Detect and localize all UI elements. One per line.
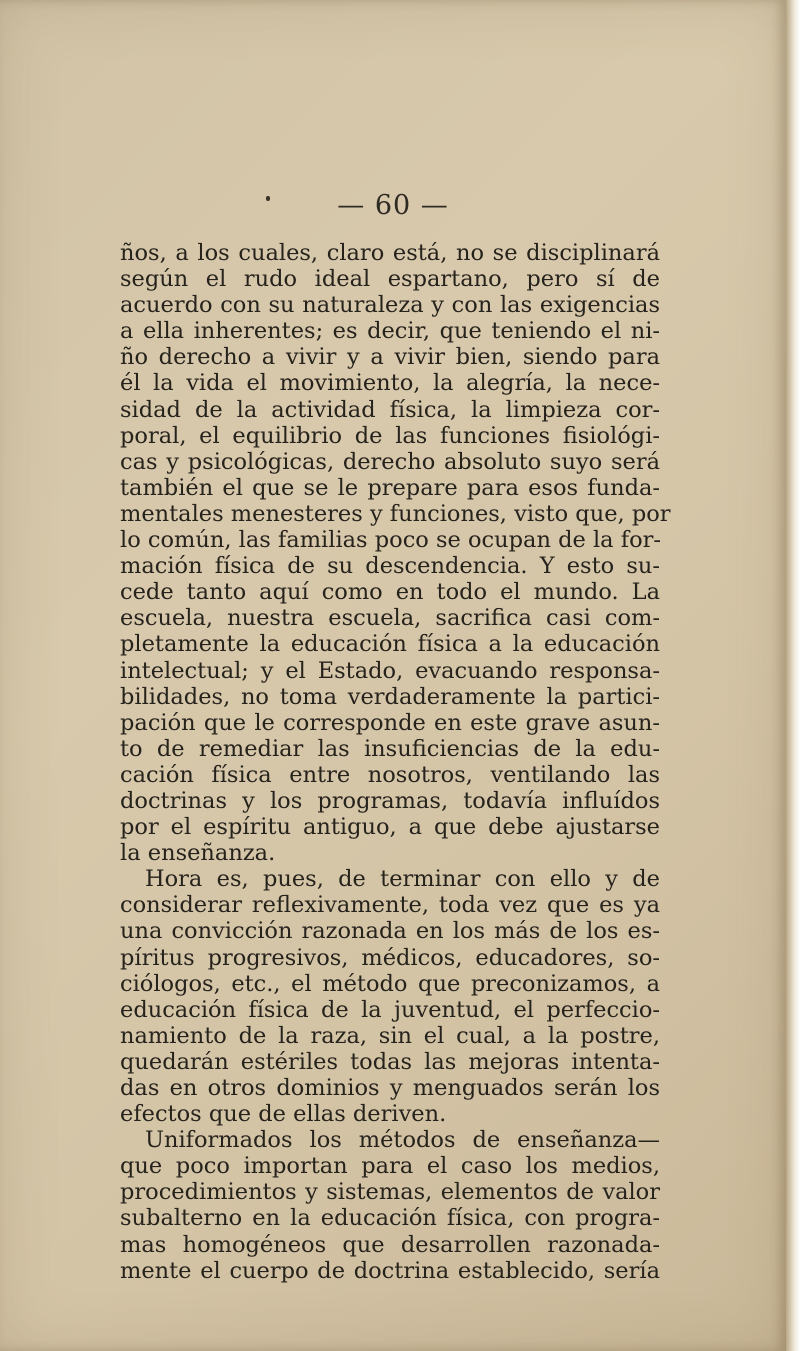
text-line: sidad de la actividad física, la limpieza cor- [120, 396, 660, 423]
text-line: mación física de su descendencia. Y esto su- [120, 553, 660, 580]
page-edge [786, 0, 800, 1351]
text-line: efectos que de ellas deriven. [120, 1101, 447, 1128]
text-line: también el que se le prepare para esos funda- [120, 474, 660, 501]
text-line: pletamente la educación física a la educación [120, 631, 660, 658]
text-line: que poco importan para el caso los medios, [120, 1153, 660, 1180]
text-line: lo común, las familias poco se ocupan de la for- [120, 527, 661, 554]
text-line: una convicción razonada en los más de los es- [120, 918, 660, 945]
text-line: a ella inherentes; es decir, que teniendo el ni- [120, 318, 660, 345]
text-line: mentales menesteres y funciones, visto que, por [120, 500, 671, 527]
text-line: intelectual; y el Estado, evacuando responsa- [120, 657, 660, 684]
text-line: considerar reflexivamente, toda vez que es ya [120, 892, 660, 919]
text-line: mente el cuerpo de doctrina establecido, sería [120, 1257, 660, 1284]
body-text [120, 240, 671, 1284]
text-line: poral, el equilibrio de las funciones fisiológi- [120, 422, 660, 449]
text-line: escuela, nuestra escuela, sacrifica casi com- [120, 605, 660, 632]
text-line: cación física entre nosotros, ventilando las [120, 761, 660, 788]
text-line: quedarán estériles todas las mejoras intenta- [120, 1048, 660, 1075]
text-line: namiento de la raza, sin el cual, a la postre, [120, 1022, 660, 1049]
text-line: pación que le corresponde en este grave asun- [120, 709, 660, 736]
text-line: cas y psicológicas, derecho absoluto suyo será [120, 448, 660, 475]
text-line: educación física de la juventud, el perfeccio- [120, 996, 660, 1023]
text-line: cede tanto aquí como en todo el mundo. La [120, 579, 660, 606]
text-line: la enseñanza. [120, 840, 276, 867]
text-line: bilidades, no toma verdaderamente la partici- [120, 683, 660, 710]
page-number: — 60 — [337, 190, 449, 221]
text-line: procedimientos y sistemas, elementos de valor [120, 1179, 660, 1206]
text-line: mas homogéneos que desarrollen razonada- [120, 1231, 660, 1258]
text-line: él la vida el movimiento, la alegría, la nece- [120, 370, 660, 397]
text-line: doctrinas y los programas, todavía influídos [120, 787, 660, 814]
text-line: to de remediar las insuficiencias de la edu- [120, 735, 660, 762]
text-line: ño derecho a vivir y a vivir bien, siendo para [120, 344, 660, 371]
text-line: según el rudo ideal espartano, pero sí de [120, 266, 660, 293]
text-line: acuerdo con su naturaleza y con las exigencias [120, 292, 660, 319]
text-line: subalterno en la educación física, con progra- [120, 1205, 660, 1232]
text-line: píritus progresivos, médicos, educadores, so- [120, 944, 660, 971]
text-line: ños, a los cuales, claro está, no se disciplinará [120, 240, 660, 266]
text-line: Hora es, pues, de terminar con ello y de [145, 866, 660, 893]
text-line: por el espíritu antiguo, a que debe ajustarse [120, 814, 660, 841]
text-line: ciólogos, etc., el método que preconizamos, a [120, 970, 660, 997]
text-line: Uniformados los métodos de enseñanza— [145, 1127, 660, 1154]
text-line: das en otros dominios y menguados serán los [120, 1075, 660, 1101]
